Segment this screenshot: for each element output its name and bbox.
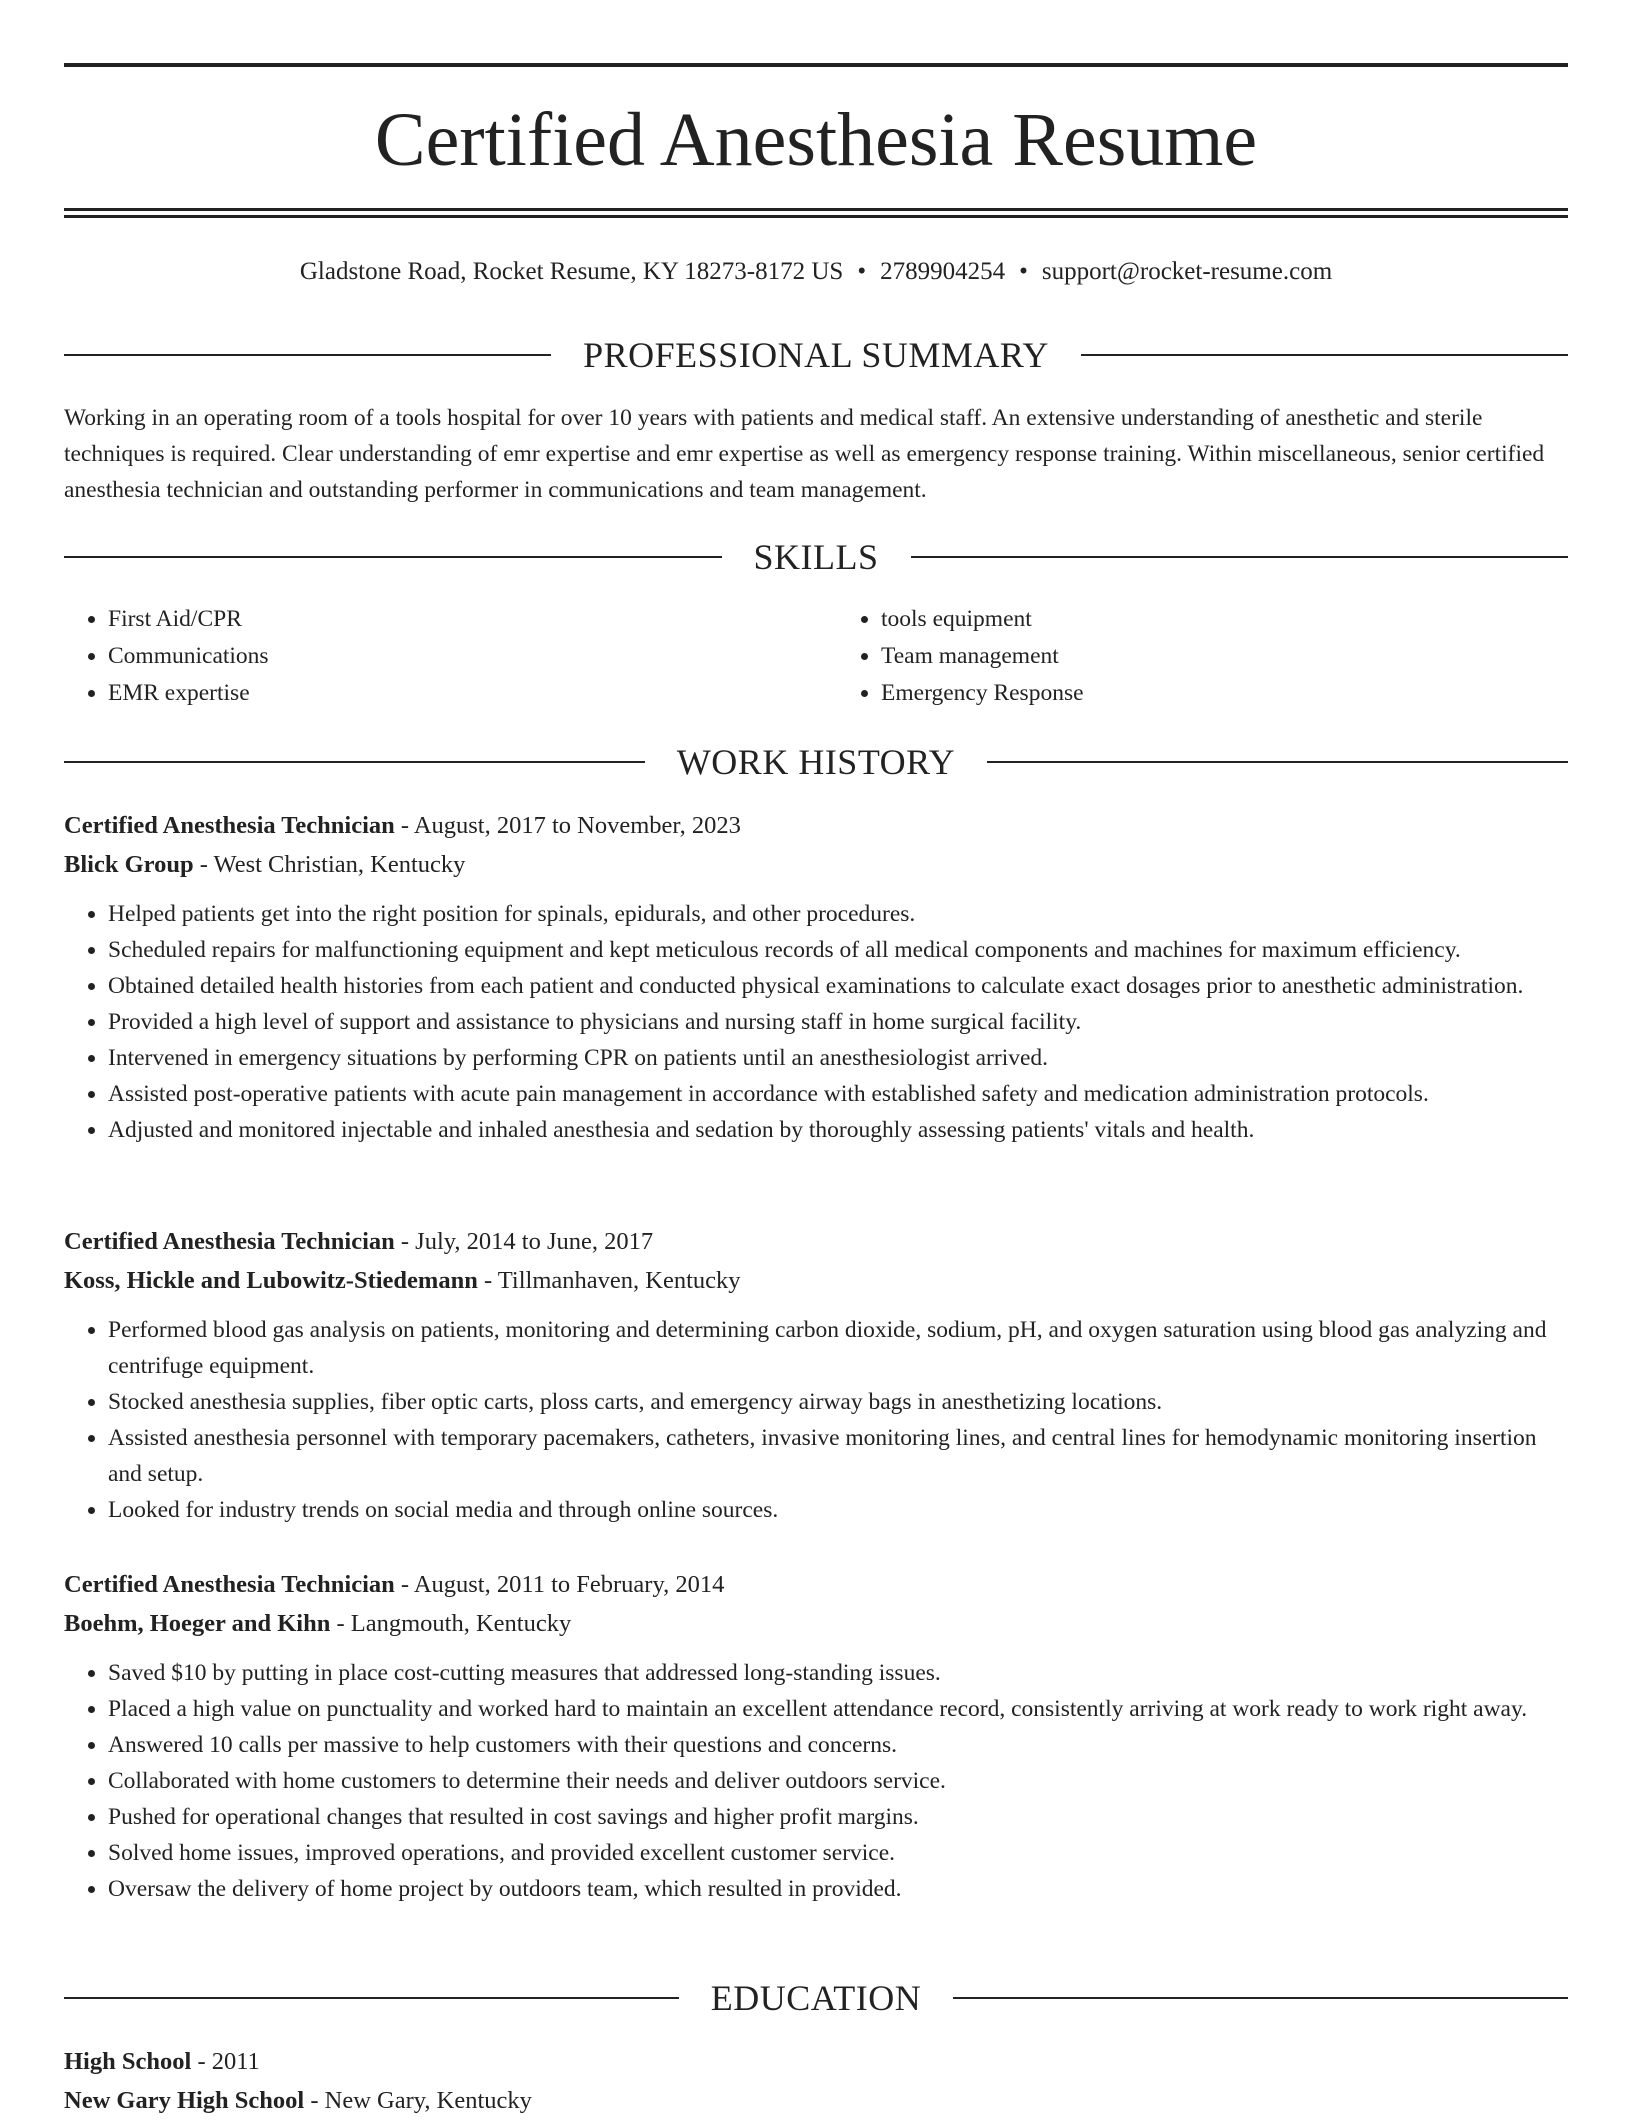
- skills-column-right: [837, 601, 1568, 712]
- job-company: Blick Group: [64, 851, 194, 878]
- job-bullet: • Adjusted and monitored injectable and inhaled anesthesia and sedation by thoroughly assessing patients' vitals and health.: [108, 1112, 1568, 1148]
- contact-phone: 2789904254: [880, 258, 1006, 285]
- job-bullet: • Solved home issues, improved operations, and provided excellent customer service.: [108, 1835, 1568, 1871]
- job-bullet: • Saved $10 by putting in place cost-cutting measures that addressed long-standing issues.: [108, 1655, 1568, 1691]
- job-bullet: • Collaborated with home customers to determine their needs and deliver outdoors service.: [108, 1763, 1568, 1799]
- education-heading: [64, 2042, 1568, 2081]
- contact-line: [64, 254, 1568, 290]
- job-heading: [64, 806, 1568, 845]
- job-bullet: • Looked for industry trends on social media and through online sources.: [108, 1492, 1568, 1528]
- section-title-work: WORK HISTORY: [676, 742, 956, 782]
- section-title-skills: SKILLS: [753, 537, 879, 577]
- job-heading: [64, 1222, 1568, 1261]
- section-header-education: [64, 1976, 1568, 2020]
- job-bullet: • Assisted anesthesia personnel with temporary pacemakers, catheters, invasive monitoring lines, and central lines for hemodynamic monitoring insertion and setup.: [108, 1420, 1568, 1492]
- skill-item: • Communications: [108, 638, 795, 675]
- section-title-summary: PROFESSIONAL SUMMARY: [583, 335, 1049, 375]
- job-entry: [64, 1222, 1568, 1528]
- education-school: New Gary High School: [64, 2087, 305, 2114]
- education-entry: [64, 2042, 1568, 2120]
- job-title: Certified Anesthesia Technician: [64, 1571, 395, 1598]
- job-location: - West Christian, Kentucky: [193, 851, 466, 878]
- contact-email: support@rocket-resume.com: [1041, 258, 1333, 285]
- job-company: Boehm, Hoeger and Kihn: [64, 1610, 331, 1637]
- summary-text: Working in an operating room of a tools hospital for over 10 years with patients and medical staff. An extensive understanding of anesthetic and sterile techniques is required. Clear understanding of emr expertise and emr expertise as well as emergency response training. Within miscellaneous, senior certified anesthesia technician and outstanding performer in communications and team management.: [64, 405, 1545, 503]
- job-dates: - July, 2014 to June, 2017: [394, 1228, 654, 1255]
- skill-item: • First Aid/CPR: [108, 601, 795, 638]
- job-employer: [64, 845, 1568, 884]
- section-header-work: [64, 740, 1568, 784]
- title-rule-top: [64, 63, 1568, 67]
- education-year: - 2011: [191, 2048, 260, 2075]
- section-rule: [64, 556, 722, 558]
- job-bullet: • Scheduled repairs for malfunctioning equipment and kept meticulous records of all medical components and machines for maximum efficiency.: [108, 932, 1568, 968]
- skills-list: [64, 601, 1568, 712]
- job-bullet: • Oversaw the delivery of home project by outdoors team, which resulted in provided.: [108, 1871, 1568, 1907]
- job-employer: [64, 1604, 1568, 1643]
- job-bullets: [64, 1312, 1568, 1528]
- job-bullet: • Provided a high level of support and assistance to physicians and nursing staff in home surgical facility.: [108, 1004, 1568, 1040]
- section-rule: [64, 761, 645, 763]
- section-rule: [64, 1997, 679, 1999]
- section-rule: [911, 556, 1569, 558]
- job-bullet: • Placed a high value on punctuality and worked hard to maintain an excellent attendance record, consistently arriving at work ready to work right away.: [108, 1691, 1568, 1727]
- job-bullet: • Answered 10 calls per massive to help customers with their questions and concerns.: [108, 1727, 1568, 1763]
- job-title: Certified Anesthesia Technician: [64, 812, 395, 839]
- skill-item: • tools equipment: [881, 601, 1568, 638]
- job-bullet: • Helped patients get into the right position for spinals, epidurals, and other procedures.: [108, 896, 1568, 932]
- skills-column-left: [64, 601, 795, 712]
- job-bullet: • Intervened in emergency situations by performing CPR on patients until an anesthesiologist arrived.: [108, 1040, 1568, 1076]
- section-rule: [64, 354, 551, 356]
- job-bullet: • Assisted post-operative patients with acute pain management in accordance with established safety and medication administration protocols.: [108, 1076, 1568, 1112]
- education-degree: High School: [64, 2048, 192, 2075]
- section-rule: [953, 1997, 1568, 1999]
- job-company: Koss, Hickle and Lubowitz-Stiedemann: [64, 1267, 478, 1294]
- contact-separator: •: [1019, 258, 1028, 285]
- job-dates: - August, 2017 to November, 2023: [394, 812, 741, 839]
- section-header-summary: [64, 333, 1568, 377]
- education-school-line: [64, 2081, 1568, 2120]
- job-entry: [64, 806, 1568, 1148]
- contact-separator: •: [857, 258, 867, 285]
- resume-title: Certified Anesthesia Resume: [374, 98, 1258, 182]
- job-bullets: [64, 1655, 1568, 1907]
- job-bullets: [64, 896, 1568, 1148]
- contact-address: Gladstone Road, Rocket Resume, KY 18273-8172 US: [299, 258, 844, 285]
- job-bullet: • Pushed for operational changes that resulted in cost savings and higher profit margins.: [108, 1799, 1568, 1835]
- job-location: - Langmouth, Kentucky: [330, 1610, 572, 1637]
- job-bullet: • Stocked anesthesia supplies, fiber optic carts, ploss carts, and emergency airway bags in anesthetizing locations.: [108, 1384, 1568, 1420]
- section-rule: [987, 761, 1568, 763]
- job-entry: [64, 1565, 1568, 1907]
- job-heading: [64, 1565, 1568, 1604]
- title-rule-bottom: [64, 208, 1568, 218]
- section-title-education: EDUCATION: [710, 1978, 922, 2018]
- section-rule: [1081, 354, 1568, 356]
- job-title: Certified Anesthesia Technician: [64, 1228, 395, 1255]
- skill-item: • EMR expertise: [108, 675, 795, 712]
- section-header-skills: [64, 535, 1568, 579]
- job-employer: [64, 1261, 1568, 1300]
- job-location: - Tillmanhaven, Kentucky: [477, 1267, 741, 1294]
- job-dates: - August, 2011 to February, 2014: [394, 1571, 725, 1598]
- job-bullet: • Obtained detailed health histories from each patient and conducted physical examinations to calculate exact dosages prior to anesthetic administration.: [108, 968, 1568, 1004]
- skill-item: • Team management: [881, 638, 1568, 675]
- job-bullet: • Performed blood gas analysis on patients, monitoring and determining carbon dioxide, sodium, pH, and oxygen saturation using blood gas analyzing and centrifuge equipment.: [108, 1312, 1568, 1384]
- education-location: - New Gary, Kentucky: [304, 2087, 532, 2114]
- skill-item: • Emergency Response: [881, 675, 1568, 712]
